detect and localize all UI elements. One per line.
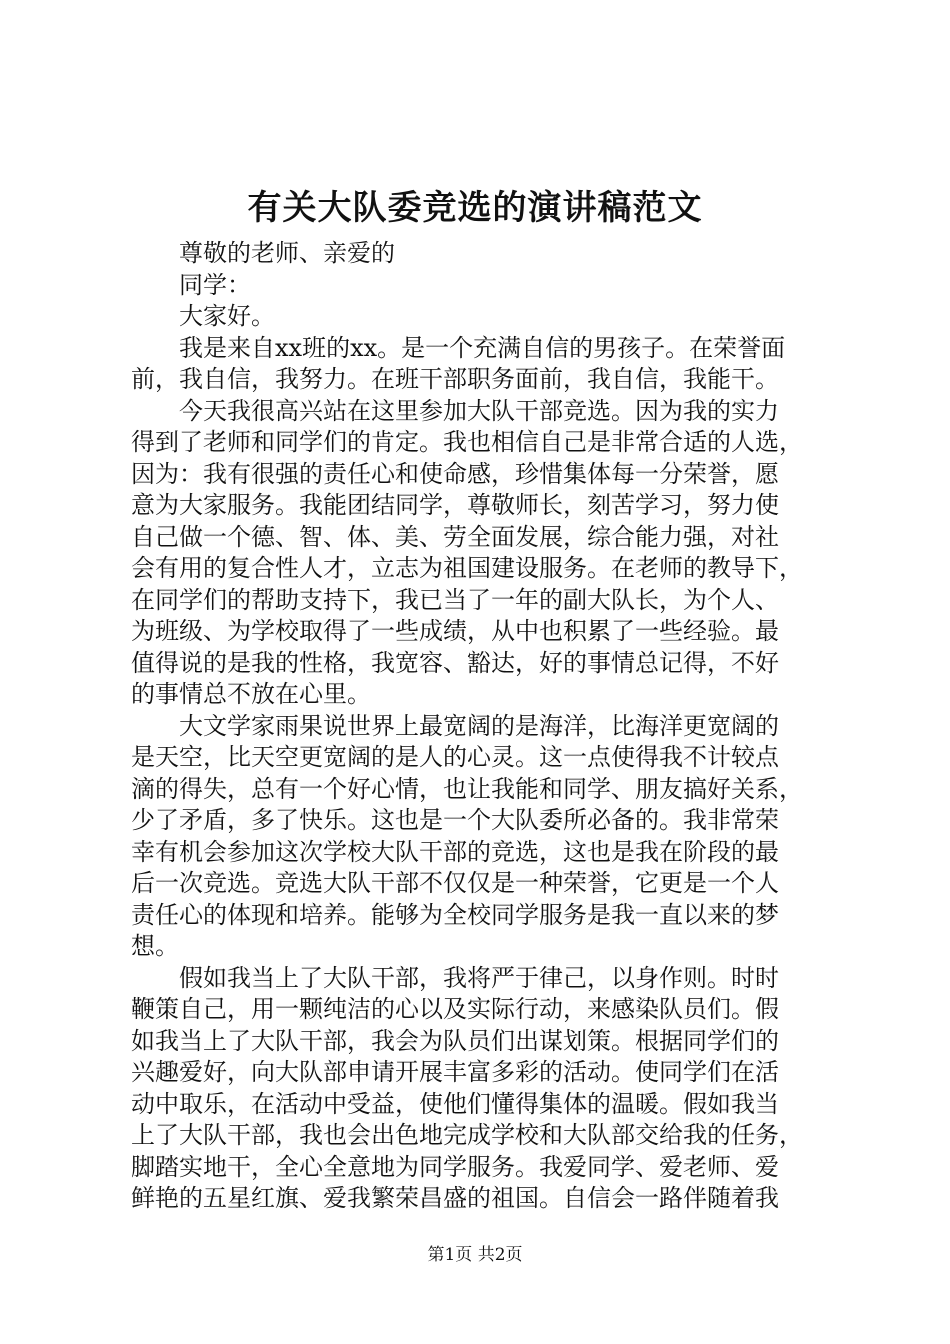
paragraph-line: 动中取乐，在活动中受益，使他们懂得集体的温暖。假如我当 xyxy=(131,1089,779,1118)
document-title: 有关大队委竞选的演讲稿范文 xyxy=(247,188,703,228)
paragraph-line: 幸有机会参加这次学校大队干部的竞选，这也是我在阶段的最 xyxy=(131,837,779,866)
paragraph-line: 鞭策自己，用一颗纯洁的心以及实际行动，来感染队员们。假 xyxy=(131,995,779,1023)
paragraph-line: 值得说的是我的性格，我宽容、豁达，好的事情总记得，不好 xyxy=(131,648,779,677)
greeting-line: 尊敬的老师、亲爱的 xyxy=(179,239,395,267)
paragraph-line: 兴趣爱好，向大队部申请开展丰富多彩的活动。使同学们在活 xyxy=(131,1058,779,1086)
paragraph-line: 滴的得失，总有一个好心情，也让我能和同学、朋友搞好关系， xyxy=(131,774,803,803)
paragraph-line: 想。 xyxy=(131,932,179,960)
paragraph-line: 意为大家服务。我能团结同学，尊敬师长，刻苦学习，努力使 xyxy=(131,491,779,519)
paragraph-line: 责任心的体现和培养。能够为全校同学服务是我一直以来的梦 xyxy=(131,900,779,929)
greeting-line: 大家好。 xyxy=(179,302,275,330)
paragraph xyxy=(131,963,831,1215)
document-body xyxy=(131,238,831,1215)
paragraph-line: 后一次竞选。竞选大队干部不仅仅是一种荣誉，它更是一个人 xyxy=(131,869,779,897)
paragraph-line: 得到了老师和同学们的肯定。我也相信自己是非常合适的人选， xyxy=(131,428,803,456)
paragraph-line: 鲜艳的五星红旗、爱我繁荣昌盛的祖国。自信会一路伴随着我 xyxy=(131,1184,779,1212)
paragraph-line: 前，我自信，我努力。在班干部职务面前，我自信，我能干。 xyxy=(131,365,779,393)
paragraph-line: 脚踏实地干，全心全意地为同学服务。我爱同学、爱老师、爱 xyxy=(131,1152,779,1181)
paragraph-line: 大文学家雨果说世界上最宽阔的是海洋，比海洋更宽阔的 xyxy=(179,711,779,740)
paragraph xyxy=(131,333,831,396)
paragraph xyxy=(131,711,831,963)
paragraph-line: 少了矛盾，多了快乐。这也是一个大队委所必备的。我非常荣 xyxy=(131,806,779,834)
paragraph-line: 自己做一个德、智、体、美、劳全面发展，综合能力强，对社 xyxy=(131,522,779,551)
page-footer: 第1页 共2页 xyxy=(427,1245,523,1265)
paragraphs xyxy=(131,333,831,1215)
paragraph-line: 因为：我有很强的责任心和使命感，珍惜集体每一分荣誉，愿 xyxy=(131,459,779,488)
paragraph-line: 上了大队干部，我也会出色地完成学校和大队部交给我的任务， xyxy=(131,1121,803,1149)
paragraph-line: 会有用的复合性人才，立志为祖国建设服务。在老师的教导下， xyxy=(131,554,803,582)
paragraph-line: 是天空，比天空更宽阔的是人的心灵。这一点使得我不计较点 xyxy=(131,743,779,771)
paragraph-line: 我是来自xx班的xx。是一个充满自信的男孩子。在荣誉面 xyxy=(179,333,786,362)
paragraph-line: 在同学们的帮助支持下，我已当了一年的副大队长，为个人、 xyxy=(131,585,779,614)
paragraph-line: 的事情总不放在心里。 xyxy=(131,680,371,708)
paragraph-line: 假如我当上了大队干部，我将严于律己，以身作则。时时 xyxy=(179,963,779,992)
paragraph-line: 今天我很高兴站在这里参加大队干部竞选。因为我的实力 xyxy=(179,396,779,425)
paragraph-line: 为班级、为学校取得了一些成绩，从中也积累了一些经验。最 xyxy=(131,617,779,645)
paragraph-line: 如我当上了大队干部，我会为队员们出谋划策。根据同学们的 xyxy=(131,1026,779,1055)
paragraph xyxy=(131,396,831,711)
greeting-line: 同学： xyxy=(179,270,251,299)
